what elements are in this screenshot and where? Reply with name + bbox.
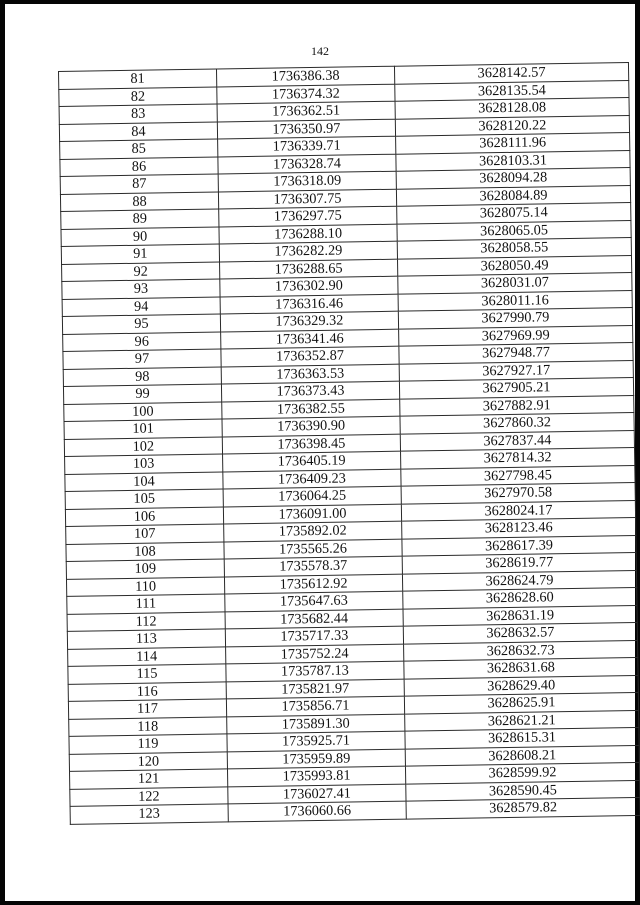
point-number-cell: 87 — [60, 174, 218, 194]
x-coordinate-cell: 1736318.09 — [218, 171, 396, 191]
x-coordinate-cell: 1735856.71 — [226, 696, 404, 716]
y-coordinate-cell: 3628615.31 — [405, 727, 639, 748]
y-coordinate-cell: 3628065.05 — [397, 220, 631, 241]
x-coordinate-cell: 1735682.44 — [225, 609, 403, 629]
point-number-cell: 85 — [60, 139, 218, 159]
point-number-cell: 91 — [61, 244, 219, 264]
x-coordinate-cell: 1735925.71 — [227, 731, 405, 751]
x-coordinate-cell: 1736350.97 — [217, 119, 395, 139]
x-coordinate-cell: 1736307.75 — [218, 189, 396, 209]
point-number-cell: 109 — [66, 559, 224, 579]
point-number-cell: 94 — [62, 296, 220, 316]
point-number-cell: 110 — [66, 576, 224, 596]
point-number-cell: 114 — [68, 646, 226, 666]
point-number-cell: 99 — [63, 384, 221, 404]
y-coordinate-cell: 3628632.57 — [403, 622, 637, 643]
x-coordinate-cell: 1735891.30 — [227, 714, 405, 734]
point-number-cell: 121 — [70, 769, 228, 789]
x-coordinate-cell: 1736091.00 — [223, 504, 401, 524]
x-coordinate-cell: 1736329.32 — [220, 311, 398, 331]
y-coordinate-cell: 3628631.68 — [404, 657, 638, 678]
y-coordinate-cell: 3628628.60 — [403, 587, 637, 608]
x-coordinate-cell: 1736374.32 — [217, 84, 395, 104]
y-coordinate-cell: 3627905.21 — [399, 378, 633, 399]
y-coordinate-cell: 3628135.54 — [395, 80, 629, 101]
point-number-cell: 107 — [66, 524, 224, 544]
y-coordinate-cell: 3627882.91 — [400, 395, 634, 416]
x-coordinate-cell: 1735578.37 — [224, 556, 402, 576]
y-coordinate-cell: 3628075.14 — [397, 203, 631, 224]
y-coordinate-cell: 3628094.28 — [396, 168, 630, 189]
x-coordinate-cell: 1735647.63 — [225, 591, 403, 611]
x-coordinate-cell: 1736288.65 — [220, 259, 398, 279]
point-number-cell: 83 — [59, 104, 217, 124]
x-coordinate-cell: 1735959.89 — [227, 749, 405, 769]
y-coordinate-cell: 3628629.40 — [404, 675, 638, 696]
y-coordinate-cell: 3628617.39 — [402, 535, 636, 556]
point-number-cell: 95 — [62, 314, 220, 334]
x-coordinate-cell: 1736409.23 — [223, 469, 401, 489]
x-coordinate-cell: 1736027.41 — [228, 784, 406, 804]
x-coordinate-cell: 1735993.81 — [227, 766, 405, 786]
point-number-cell: 115 — [68, 664, 226, 684]
y-coordinate-cell: 3627948.77 — [399, 343, 633, 364]
coordinates-table-body — [59, 63, 640, 824]
point-number-cell: 123 — [70, 804, 228, 824]
x-coordinate-cell: 1736363.53 — [221, 364, 399, 384]
x-coordinate-cell: 1735612.92 — [224, 574, 402, 594]
x-coordinate-cell: 1735565.26 — [224, 539, 402, 559]
point-number-cell: 81 — [59, 69, 217, 89]
point-number-cell: 101 — [64, 419, 222, 439]
point-number-cell: 88 — [60, 191, 218, 211]
x-coordinate-cell: 1736373.43 — [221, 381, 399, 401]
point-number-cell: 108 — [66, 541, 224, 561]
point-number-cell: 106 — [65, 506, 223, 526]
x-coordinate-cell: 1736352.87 — [221, 346, 399, 366]
y-coordinate-cell: 3627860.32 — [400, 412, 634, 433]
y-coordinate-cell: 3627927.17 — [399, 360, 633, 381]
coordinates-table — [58, 62, 640, 824]
y-coordinate-cell: 3627798.45 — [401, 465, 635, 486]
point-number-cell: 111 — [67, 594, 225, 614]
x-coordinate-cell: 1736382.55 — [222, 399, 400, 419]
y-coordinate-cell: 3627969.99 — [399, 325, 633, 346]
point-number-cell: 103 — [65, 454, 223, 474]
y-coordinate-cell: 3628631.19 — [403, 605, 637, 626]
point-number-cell: 93 — [62, 279, 220, 299]
point-number-cell: 82 — [59, 87, 217, 107]
x-coordinate-cell: 1735717.33 — [225, 626, 403, 646]
y-coordinate-cell: 3627990.79 — [398, 308, 632, 329]
point-number-cell: 105 — [65, 489, 223, 509]
point-number-cell: 100 — [64, 401, 222, 421]
point-number-cell: 84 — [59, 122, 217, 142]
y-coordinate-cell: 3628024.17 — [401, 500, 635, 521]
x-coordinate-cell: 1736386.38 — [216, 66, 394, 86]
y-coordinate-cell: 3628084.89 — [396, 185, 630, 206]
y-coordinate-cell: 3627814.32 — [401, 447, 635, 468]
point-number-cell: 104 — [65, 471, 223, 491]
x-coordinate-cell: 1736328.74 — [218, 154, 396, 174]
y-coordinate-cell: 3628632.73 — [404, 640, 638, 661]
y-coordinate-cell: 3628619.77 — [402, 552, 636, 573]
x-coordinate-cell: 1736282.29 — [219, 241, 397, 261]
point-number-cell: 86 — [60, 156, 218, 176]
x-coordinate-cell: 1735821.97 — [226, 679, 404, 699]
y-coordinate-cell: 3628011.16 — [398, 290, 632, 311]
y-coordinate-cell: 3628111.96 — [396, 133, 630, 154]
x-coordinate-cell: 1736064.25 — [223, 486, 401, 506]
point-number-cell: 118 — [69, 716, 227, 736]
document-page — [5, 4, 635, 901]
x-coordinate-cell: 1736405.19 — [223, 451, 401, 471]
page-number: 142 — [311, 44, 329, 58]
y-coordinate-cell: 3627970.58 — [401, 482, 635, 503]
y-coordinate-cell: 3628590.45 — [406, 780, 640, 801]
point-number-cell: 90 — [61, 226, 219, 246]
point-number-cell: 92 — [62, 261, 220, 281]
y-coordinate-cell: 3628031.07 — [398, 273, 632, 294]
x-coordinate-cell: 1736390.90 — [222, 416, 400, 436]
x-coordinate-cell: 1736060.66 — [228, 801, 406, 821]
y-coordinate-cell: 3628050.49 — [397, 255, 631, 276]
point-number-cell: 98 — [63, 366, 221, 386]
point-number-cell: 122 — [70, 786, 228, 806]
y-coordinate-cell: 3628142.57 — [394, 63, 628, 84]
coordinates-table-wrapper — [58, 62, 640, 824]
y-coordinate-cell: 3628621.21 — [405, 710, 639, 731]
point-number-cell: 89 — [61, 209, 219, 229]
y-coordinate-cell: 3627837.44 — [400, 430, 634, 451]
point-number-cell: 117 — [68, 699, 226, 719]
x-coordinate-cell: 1736302.90 — [220, 276, 398, 296]
y-coordinate-cell: 3628579.82 — [406, 797, 640, 818]
y-coordinate-cell: 3628120.22 — [395, 115, 629, 136]
point-number-cell: 97 — [63, 349, 221, 369]
point-number-cell: 112 — [67, 611, 225, 631]
x-coordinate-cell: 1735892.02 — [224, 521, 402, 541]
y-coordinate-cell: 3628624.79 — [402, 570, 636, 591]
point-number-cell: 102 — [64, 436, 222, 456]
x-coordinate-cell: 1735787.13 — [226, 661, 404, 681]
y-coordinate-cell: 3628128.08 — [395, 98, 629, 119]
x-coordinate-cell: 1736288.10 — [219, 224, 397, 244]
x-coordinate-cell: 1736398.45 — [222, 434, 400, 454]
x-coordinate-cell: 1735752.24 — [226, 644, 404, 664]
y-coordinate-cell: 3628103.31 — [396, 150, 630, 171]
y-coordinate-cell: 3628625.91 — [404, 692, 638, 713]
x-coordinate-cell: 1736316.46 — [220, 294, 398, 314]
point-number-cell: 116 — [68, 681, 226, 701]
point-number-cell: 120 — [69, 751, 227, 771]
x-coordinate-cell: 1736297.75 — [219, 206, 397, 226]
point-number-cell: 119 — [69, 734, 227, 754]
x-coordinate-cell: 1736362.51 — [217, 101, 395, 121]
y-coordinate-cell: 3628608.21 — [405, 745, 639, 766]
y-coordinate-cell: 3628123.46 — [402, 517, 636, 538]
x-coordinate-cell: 1736339.71 — [218, 136, 396, 156]
point-number-cell: 96 — [63, 331, 221, 351]
y-coordinate-cell: 3628058.55 — [397, 238, 631, 259]
x-coordinate-cell: 1736341.46 — [221, 329, 399, 349]
y-coordinate-cell: 3628599.92 — [405, 762, 639, 783]
point-number-cell: 113 — [67, 629, 225, 649]
